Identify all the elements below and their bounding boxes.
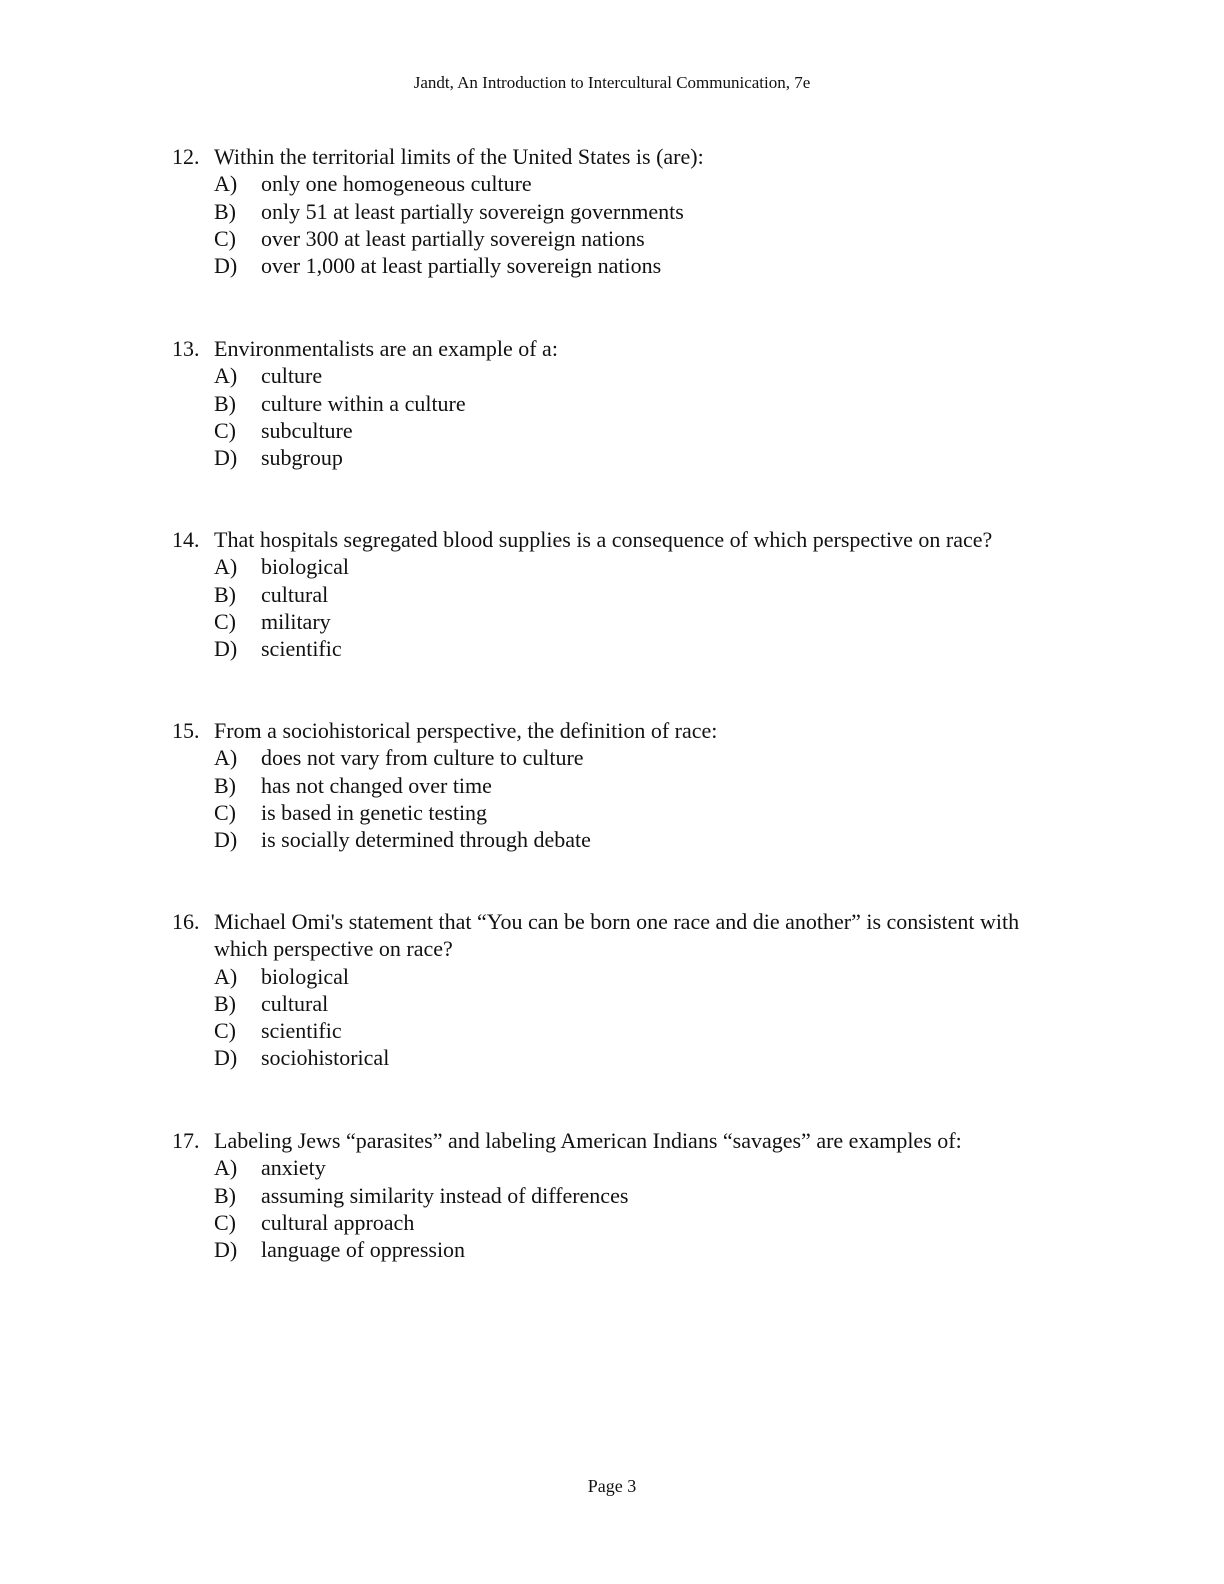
answer-option	[172, 252, 1074, 279]
option-text: language of oppression	[261, 1237, 466, 1263]
question-text: From a sociohistorical perspective, the definition of race:	[214, 718, 718, 743]
option-letter: D)	[214, 1237, 238, 1263]
option-letter: C)	[214, 799, 236, 825]
answer-option	[172, 553, 1074, 580]
option-letter: C)	[214, 417, 236, 443]
option-letter: D)	[214, 1045, 238, 1071]
answer-option	[172, 772, 1074, 799]
option-letter: A)	[214, 171, 238, 197]
option-text: biological	[261, 963, 349, 989]
question-text: Within the territorial limits of the United States is (are):	[214, 144, 704, 169]
answer-option	[172, 963, 1074, 990]
option-text: is socially determined through debate	[261, 827, 591, 853]
answer-option	[172, 225, 1074, 252]
question-text: Labeling Jews “parasites” and labeling American Indians “savages” are examples of:	[214, 1128, 962, 1153]
option-letter: C)	[214, 1018, 236, 1044]
option-letter: B)	[214, 390, 236, 416]
option-text: has not changed over time	[261, 772, 492, 798]
option-letter: B)	[214, 990, 236, 1016]
answer-option	[172, 1044, 1074, 1071]
answer-option	[172, 581, 1074, 608]
option-text: over 1,000 at least partially sovereign nations	[261, 253, 662, 279]
option-text: cultural	[261, 990, 329, 1016]
option-letter: C)	[214, 225, 236, 251]
question-number: 17.	[172, 1128, 200, 1153]
option-letter: A)	[214, 745, 238, 771]
option-text: over 300 at least partially sovereign nations	[261, 225, 645, 251]
answer-option	[172, 744, 1074, 771]
answer-option	[172, 1236, 1074, 1263]
question-16	[172, 908, 1074, 1072]
option-letter: D)	[214, 636, 238, 662]
answer-option	[172, 608, 1074, 635]
question-13	[172, 335, 1074, 471]
answer-option	[172, 1209, 1074, 1236]
question-17	[172, 1127, 1074, 1263]
option-text: cultural	[261, 581, 329, 607]
answer-option	[172, 170, 1074, 197]
question-number: 13.	[172, 336, 200, 361]
option-letter: B)	[214, 1182, 236, 1208]
question-number: 12.	[172, 144, 200, 169]
option-letter: D)	[214, 253, 238, 279]
option-letter: A)	[214, 554, 238, 580]
answer-option	[172, 362, 1074, 389]
option-text: subculture	[261, 417, 353, 443]
option-text: cultural approach	[261, 1209, 415, 1235]
option-text: is based in genetic testing	[261, 799, 488, 825]
option-letter: D)	[214, 445, 238, 471]
answer-option	[172, 826, 1074, 853]
option-letter: B)	[214, 198, 236, 224]
option-text: military	[261, 608, 331, 634]
option-text: anxiety	[261, 1155, 326, 1181]
option-text: sociohistorical	[261, 1045, 390, 1071]
option-letter: B)	[214, 581, 236, 607]
answer-option	[172, 990, 1074, 1017]
option-text: subgroup	[261, 445, 343, 471]
option-text: culture within a culture	[261, 390, 466, 416]
option-letter: C)	[214, 1209, 236, 1235]
page-number: Page 3	[587, 1476, 637, 1496]
question-14	[172, 526, 1074, 662]
option-text: culture	[261, 363, 323, 389]
answer-option	[172, 1154, 1074, 1181]
answer-option	[172, 799, 1074, 826]
question-text: That hospitals segregated blood supplies is a consequence of which perspective on race?	[214, 527, 993, 552]
option-letter: B)	[214, 772, 236, 798]
option-letter: A)	[214, 963, 238, 989]
question-15	[172, 717, 1074, 853]
answer-option	[172, 417, 1074, 444]
answer-option	[172, 390, 1074, 417]
answer-option	[172, 1017, 1074, 1044]
option-letter: A)	[214, 1155, 238, 1181]
question-number: 16.	[172, 909, 200, 934]
page-header: Jandt, An Introduction to Intercultural Communication, 7e	[413, 73, 811, 92]
answer-option	[172, 444, 1074, 471]
option-text: only 51 at least partially sovereign governments	[261, 198, 684, 224]
question-text: Environmentalists are an example of a:	[214, 336, 558, 361]
option-letter: C)	[214, 608, 236, 634]
option-letter: D)	[214, 827, 238, 853]
answer-option	[172, 1182, 1074, 1209]
option-text: does not vary from culture to culture	[261, 745, 584, 771]
option-text: scientific	[261, 1018, 342, 1044]
answer-option	[172, 198, 1074, 225]
question-12	[172, 143, 1074, 279]
question-number: 14.	[172, 527, 200, 552]
option-text: scientific	[261, 636, 342, 662]
question-text: Michael Omi's statement that “You can be born one race and die another” is consistent with which perspective on race?	[214, 909, 1020, 962]
answer-option	[172, 635, 1074, 662]
option-text: assuming similarity instead of differences	[261, 1182, 629, 1208]
option-text: only one homogeneous culture	[261, 171, 532, 197]
option-letter: A)	[214, 363, 238, 389]
question-number: 15.	[172, 718, 200, 743]
option-text: biological	[261, 554, 349, 580]
